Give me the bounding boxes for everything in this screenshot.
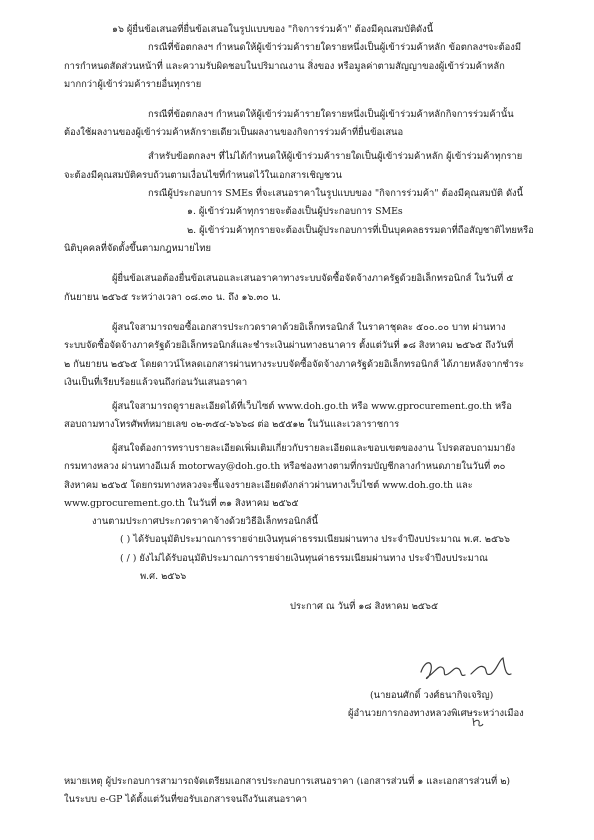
questions-paragraph: กรมทางหลวง ผ่านทางอีเมล์ motorway@doh.go.th หรือช่องทางตามที่กรมบัญชีกลางกำหนดภายในวันที่ ๓๐ [64,461,506,472]
condition-16-text: กรณีที่ข้อตกลงฯ กำหนดให้ผู้เข้าร่วมค้ารายใดรายหนึ่งเป็นผู้เข้าร่วมค้าหลักกิจการร่วมค้านั้น [148,109,514,120]
condition-16-text: กรณีผู้ประกอบการ SMEs ที่จะเสนอราคาในรูปแบบของ "กิจการร่วมค้า" ต้องมีคุณสมบัติ ดังนี้ [148,188,524,199]
condition-16-text: ต้องใช้ผลงานของผู้เข้าร่วมค้าหลักรายเดียวเป็นผลงานของกิจการร่วมค้าที่ยื่นข้อเสนอ [64,127,404,138]
submission-paragraph: กันยายน ๒๕๖๕ ระหว่างเวลา ๐๘.๓๐ น. ถึง ๑๖.๓๐ น. [64,292,281,303]
condition-16-text: มากกว่าผู้เข้าร่วมค้ารายอื่นทุกราย [64,79,202,90]
purchase-paragraph: เงินเป็นที่เรียบร้อยแล้วจนถึงก่อนวันเสนอราคา [64,377,248,388]
condition-16-text: การกำหนดสัดส่วนหน้าที่ และความรับผิดชอบในปริมาณงาน สิ่งของ หรือมูลค่าตามสัญญาของผู้เข้าร่วมค้าหลัก [64,61,505,72]
details-paragraph: ผู้สนใจสามารถดูรายละเอียดได้ที่เว็บไซต์ www.doh.go.th หรือ www.gprocurement.go.th หรือ [112,401,512,412]
remark-text: หมายเหตุ ผู้ประกอบการสามารถจัดเตรียมเอกสารประกอบการเสนอราคา (เอกสารส่วนที่ ๑ และเอกสารส่วนที่ ๒) [64,776,511,787]
questions-paragraph: สิงหาคม ๒๕๖๕ โดยกรมทางหลวงจะชี้แจงรายละเอียดดังกล่าวผ่านทางเว็บไซต์ www.doh.go.th และ [64,480,473,491]
condition-16-item-2: ๒. ผู้เข้าร่วมค้าทุกรายจะต้องเป็นผู้ประกอบการที่เป็นบุคคลธรรมดาที่ถือสัญชาติไทยหรือ [187,225,534,236]
signature [415,650,525,684]
submission-paragraph: ผู้ยื่นข้อเสนอต้องยื่นข้อเสนอและเสนอราคาทางระบบจัดซื้อจัดจ้างภาครัฐด้วยอิเล็กทรอนิกส์ ในวันที่ ๕ [112,273,514,284]
signer-name: (นายอนศักดิ์ วงศ์ธนากิจเจริญ) [370,690,494,701]
announcement-date: ประกาศ ณ วันที่ ๑๘ สิงหาคม ๒๕๖๕ [290,601,439,612]
condition-16-item-1: ๑. ผู้เข้าร่วมค้าทุกรายจะต้องเป็นผู้ประกอบการ SMEs [187,206,403,217]
budget-option-approved: ( ) ได้รับอนุมัติประมาณการรายจ่ายเงินทุนค่าธรรมเนียมผ่านทาง ประจำปีงบประมาณ พ.ศ. ๒๕๖๖ [120,534,510,545]
signer-title: ผู้อำนวยการกองทางหลวงพิเศษระหว่างเมือง [348,708,524,719]
budget-option-not-approved: ( / ) ยังไม่ได้รับอนุมัติประมาณการรายจ่ายเงินทุนค่าธรรมเนียมผ่านทาง ประจำปีงบประมาณ [120,553,488,564]
initial-mark [470,716,486,728]
questions-paragraph: www.gprocurement.go.th ในวันที่ ๓๑ สิงหาคม ๒๕๖๕ [64,498,299,509]
purchase-paragraph: ระบบจัดซื้อจัดจ้างภาครัฐด้วยอิเล็กทรอนิกส์และชำระเงินผ่านทางธนาคาร ตั้งแต่วันที่ ๑๘ สิงหาคม ๒๕๖๕ ถึงวันที่ [64,340,514,351]
budget-intro: งานตามประกาศประกวดราคาจ้างด้วยวิธีอิเล็กทรอนิกส์นี้ [92,516,319,527]
purchase-paragraph: ๒ กันยายน ๒๕๖๕ โดยดาวน์โหลดเอกสารผ่านทางระบบจัดซื้อจัดจ้างภาครัฐด้วยอิเล็กทรอนิกส์ ได้ภายหลังจากชำระ [64,359,525,370]
condition-16-text: กรณีที่ข้อตกลงฯ กำหนดให้ผู้เข้าร่วมค้ารายใดรายหนึ่งเป็นผู้เข้าร่วมค้าหลัก ข้อตกลงฯจะต้องมี [148,42,522,53]
questions-paragraph: ผู้สนใจต้องการทราบรายละเอียดเพิ่มเติมเกี่ยวกับรายละเอียดและขอบเขตของงาน โปรดสอบถามมายัง [112,443,516,454]
condition-16-heading: ๑๖ ผู้ยื่นข้อเสนอที่ยื่นข้อเสนอในรูปแบบของ "กิจการร่วมค้า" ต้องมีคุณสมบัติดังนี้ [112,24,434,35]
remark-text: ในระบบ e-GP ได้ตั้งแต่วันที่ขอรับเอกสารจนถึงวันเสนอราคา [64,794,308,805]
condition-16-text: สำหรับข้อตกลงฯ ที่ไม่ได้กำหนดให้ผู้เข้าร่วมค้ารายใดเป็นผู้เข้าร่วมค้าหลัก ผู้เข้าร่วมค้าทุกราย [148,151,523,162]
budget-option-not-approved-cont: พ.ศ. ๒๕๖๖ [140,571,187,582]
condition-16-text: จะต้องมีคุณสมบัติครบถ้วนตามเงื่อนไขที่กำหนดไว้ในเอกสารเชิญชวน [64,170,342,181]
purchase-paragraph: ผู้สนใจสามารถขอซื้อเอกสารประกวดราคาด้วยอิเล็กทรอนิกส์ ในราคาชุดละ ๕๐๐.๐๐ บาท ผ่านทาง [112,322,506,333]
condition-16-item-2-cont: นิติบุคคลที่จัดตั้งขึ้นตามกฎหมายไทย [64,243,211,254]
details-paragraph: สอบถามทางโทรศัพท์หมายเลข ๐๒-๓๕๔-๖๖๖๘ ต่อ ๒๕๕๑๒ ในวันและเวลาราชการ [64,419,400,430]
